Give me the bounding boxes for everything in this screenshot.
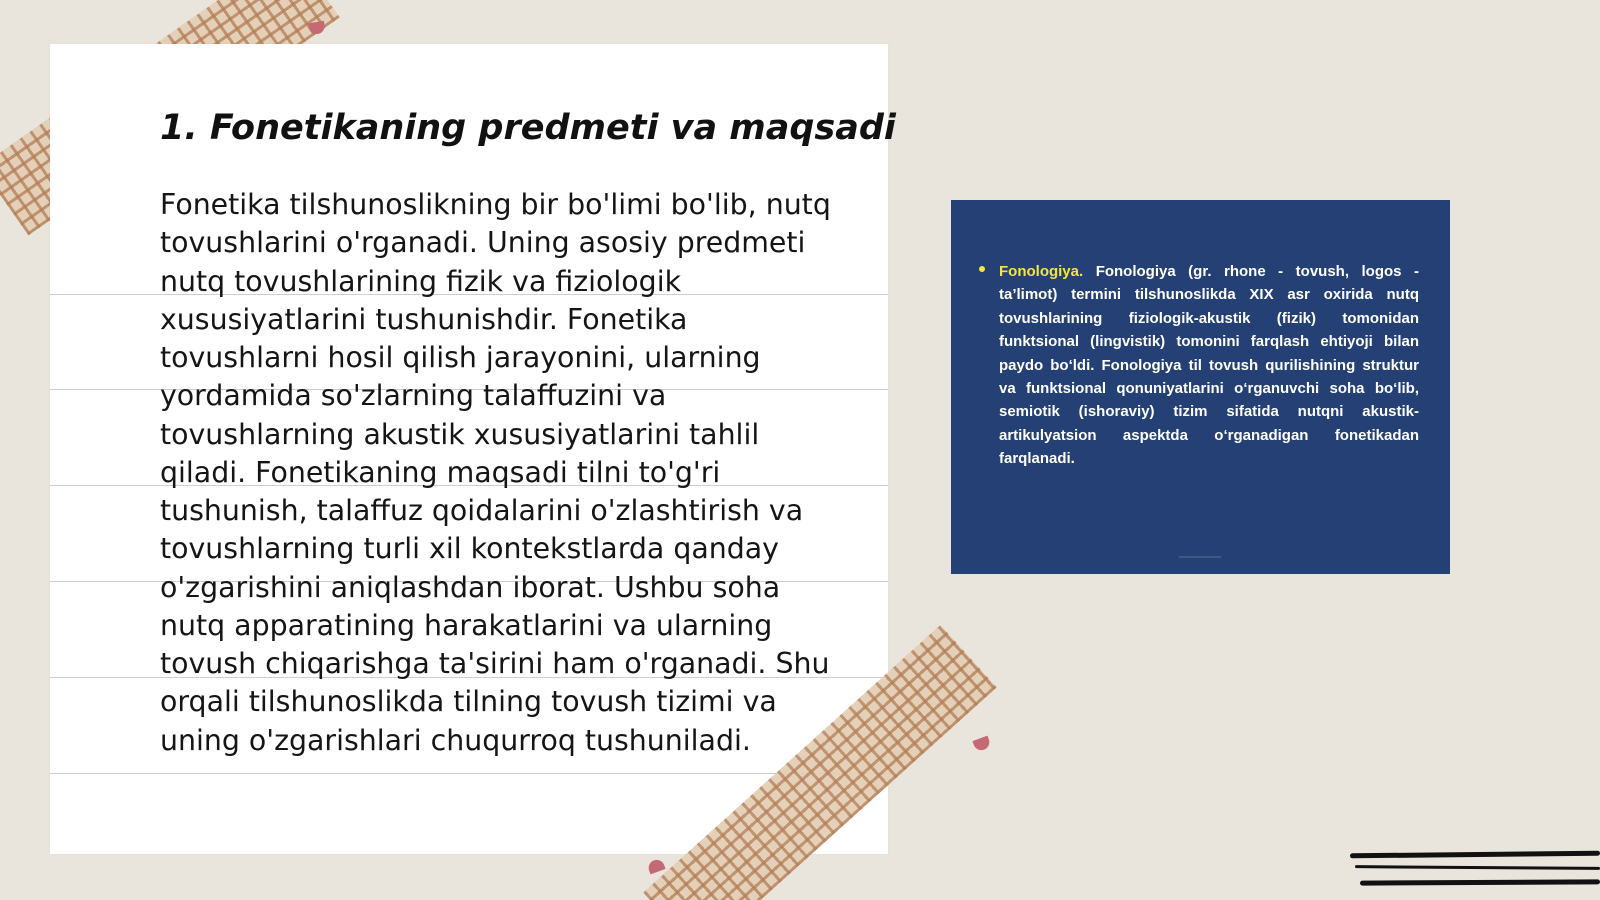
tape-tip-bottom-end bbox=[646, 858, 665, 875]
bullet-icon bbox=[979, 266, 985, 272]
body-paragraph: Fonetika tilshunoslikning bir bo'limi bo'lib, nutq tovushlarini o'rganadi. Uning asosiy predmeti nutq tovushlarining fizik va fiziologik xususiyatlarini tushunishdir. Fonetika tovushlarni hosil qilish jarayonini, ularning yordamida so'zlarning talaffuzini va tovushlarning akustik xususiyatlarini tahlil qiladi. Fonetikaning maqsadi tilni to'g'ri tushunish, talaffuz qoidalarini o'zlashtirish va tovushlarning turli xil kontekstlarda qanday o'zgarishini aniqlashdan iborat. Ushbu soha nutq apparatining harakatlarini va ularning tovush chiqarishga ta'sirini ham o'rganadi. Shu orqali tilshunoslikda tilning tovush tizimi va uning o'zgarishlari chuqurroq tushuniladi. bbox=[160, 188, 831, 757]
slide-title: 1. Fonetikaning predmeti va maqsadi bbox=[160, 108, 896, 148]
decorative-stroke bbox=[1360, 879, 1600, 885]
image-text: Fonologiya (gr. rhone - tovush, logos - ta’limot) termini tilshunoslikda XIX asr oxirida nutq tovushlarining fiziologik-akustik (fizik) tomonidan funktsional (lingvistik) tomonini farqlash ehtiyoji bilan paydo bo‘ldi. Fonologiya til tovush qurilishining struktur va funktsional qonuniyatlarini o‘rganuvchi soha bo‘lib, semiotik (ishoraviy) tizim sifatida nutqni akustik-artikulyatsion aspektda o‘rganadigan fonetikadan farqlanadi. bbox=[999, 263, 1420, 468]
image-paragraph bbox=[999, 260, 1419, 471]
decorative-stroke bbox=[1355, 865, 1600, 870]
ruled-line bbox=[50, 773, 888, 774]
fonologiya-image bbox=[951, 200, 1450, 574]
term-label: Fonologiya. bbox=[999, 263, 1084, 280]
decorative-stroke bbox=[1350, 851, 1600, 859]
tape-tip-bottom bbox=[972, 736, 991, 753]
faded-bar bbox=[1179, 556, 1221, 558]
